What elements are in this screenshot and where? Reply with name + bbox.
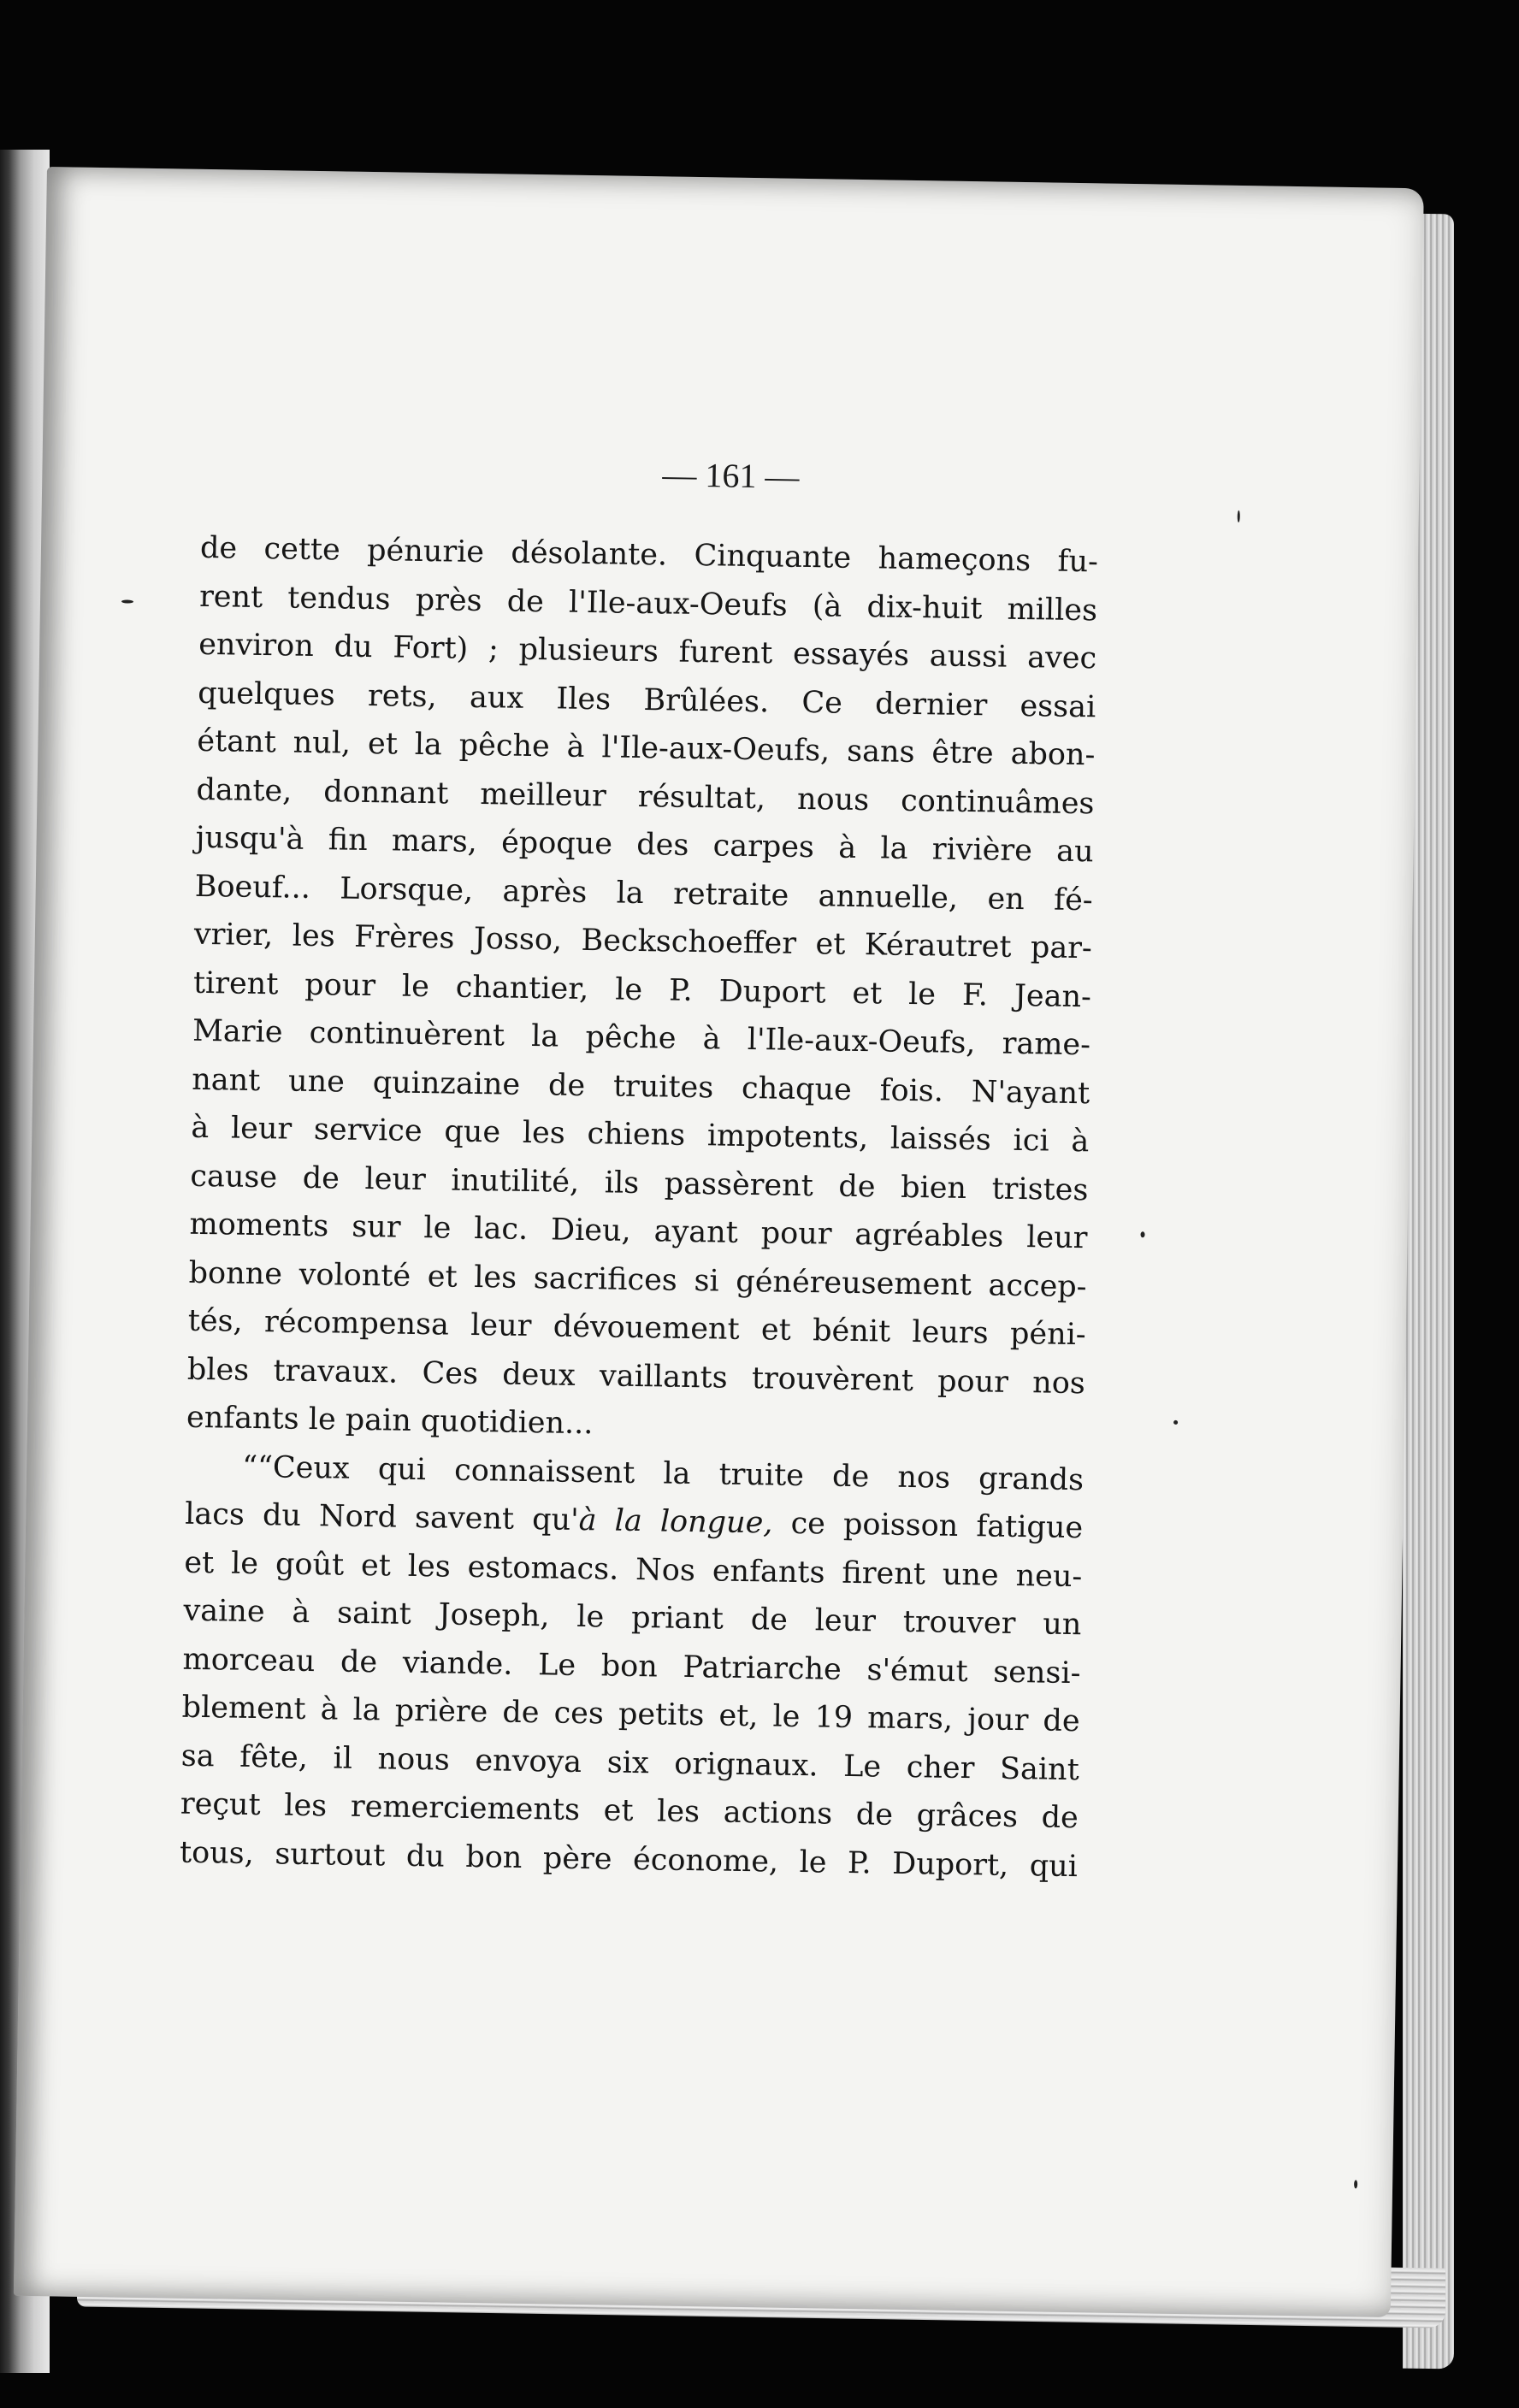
dust-speck <box>1173 1420 1178 1425</box>
text-line: Marie continuèrent la pêche à l'Ile-aux-Oeufs, rame- <box>192 1013 1091 1063</box>
text-line: et le goût et les estomacs. Nos enfants firent une neu- <box>184 1545 1083 1594</box>
text-fragment: lacs du Nord savent qu' <box>184 1496 580 1537</box>
paragraph-2 <box>180 1442 1085 1891</box>
text-line: dante, donnant meilleur résultat, nous continuâmes <box>196 772 1095 821</box>
text-line: morceau de viande. Le bon Patriarche s'émut sensi- <box>182 1642 1081 1691</box>
text-line: à leur service que les chiens impotents, laissés ici à <box>191 1110 1090 1160</box>
text-line: Boeuf... Lorsque, après la retraite annuelle, en fé- <box>194 869 1093 918</box>
text-line: de cette pénurie désolante. Cinquante hameçons fu- <box>199 530 1099 580</box>
text-line: nant une quinzaine de truites chaque fois. N'ayant <box>191 1062 1090 1111</box>
book-page <box>14 167 1424 2317</box>
text-line: vaine à saint Joseph, le priant de leur trouver un <box>183 1593 1082 1643</box>
text-line: jusqu'à fin mars, époque des carpes à la rivière au <box>195 820 1094 870</box>
text-line: tirent pour le chantier, le P. Duport et le F. Jean- <box>192 965 1092 1014</box>
text-line: cause de leur inutilité, ils passèrent de bien tristes <box>190 1159 1089 1207</box>
text-line: environ du Fort) ; plusieurs furent essayés aussi avec <box>198 627 1097 676</box>
text-line: quelques rets, aux Iles Brûlées. Ce dernier essai <box>198 676 1096 724</box>
body-text <box>180 524 1099 1891</box>
text-line: bonne volonté et les sacrifices si généreusement accep- <box>188 1255 1087 1304</box>
paragraph-1 <box>186 524 1099 1456</box>
text-line: moments sur le lac. Dieu, ayant pour agréables leur <box>189 1207 1088 1256</box>
dust-speck <box>1354 2180 1357 2188</box>
text-line: reçut les remerciements et les actions de grâces de <box>180 1786 1079 1836</box>
text-line: ““Ceux qui connaissent la truite de nos grands <box>241 1449 1085 1497</box>
text-line: rent tendus près de l'Ile-aux-Oeufs (à dix-huit milles <box>198 579 1098 628</box>
page-number: — 161 — <box>662 455 800 496</box>
text-fragment: ce poisson fatigue <box>772 1506 1084 1546</box>
text-line: tous, surtout du bon père économe, le P. Duport, qui <box>179 1835 1079 1884</box>
text-line: tés, récompensa leur dévouement et bénit leurs péni- <box>187 1303 1087 1353</box>
text-line: vrier, les Frères Josso, Beckschoeffer et Kérautret par- <box>193 917 1093 966</box>
text-line: bles travaux. Ces deux vaillants trouvèrent pour nos <box>186 1352 1086 1401</box>
dust-speck <box>1238 511 1240 522</box>
dust-speck <box>121 599 133 603</box>
text-line: sa fête, il nous envoya six orignaux. Le cher Saint <box>180 1738 1080 1787</box>
text-line: blement à la prière de ces petits et, le 19 mars, jour de <box>181 1690 1080 1739</box>
dust-speck <box>1140 1231 1144 1237</box>
text-line: enfants le pain quotidien... <box>186 1400 594 1442</box>
italic-phrase: à la longue, <box>578 1502 773 1541</box>
text-line: étant nul, et la pêche à l'Ile-aux-Oeufs, sans être abon- <box>197 723 1096 773</box>
